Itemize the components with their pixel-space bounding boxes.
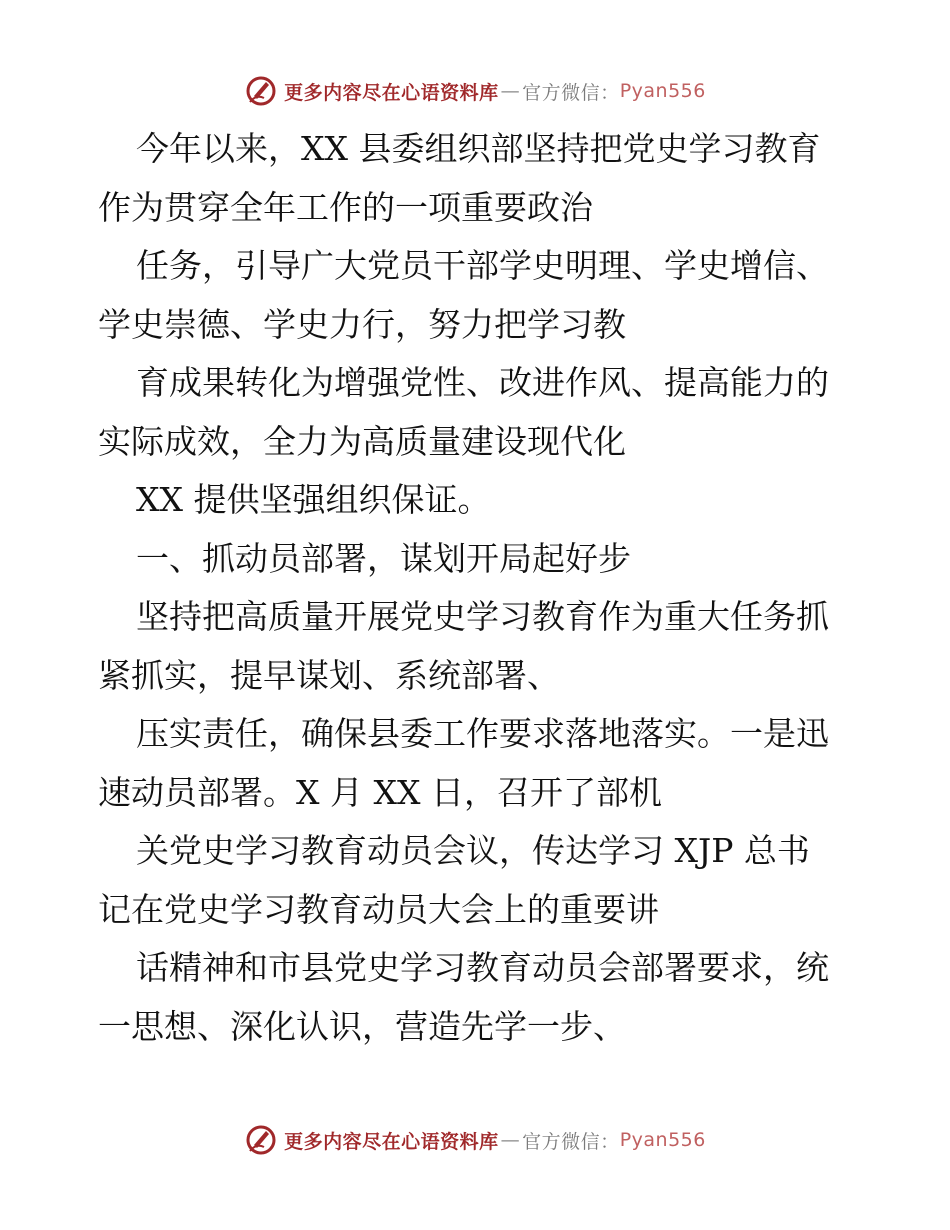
footer-brand-text: 更多内容尽在心语资料库 <box>284 1130 499 1153</box>
header-wechat-id: Pyan556 <box>619 80 706 102</box>
text-line: 一思想、深化认识，营造先学一步、 <box>98 1006 626 1046</box>
text-line: 紧抓实，提早谋划、系统部署、 <box>98 655 560 695</box>
footer-wechat-label: 官方微信： <box>522 1130 620 1153</box>
text-line: 育成果转化为增强党性、改进作风、提高能力的 <box>136 363 829 402</box>
text-line: 今年以来，XX 县委组织部坚持把党史学习教育 <box>136 129 821 168</box>
text-line: 坚持把高质量开展党史学习教育作为重大任务抓 <box>136 597 829 636</box>
text-line: 学史崇德、学史力行，努力把学习教 <box>98 304 626 344</box>
header-banner[interactable] <box>0 71 950 111</box>
footer-banner[interactable] <box>0 1120 950 1160</box>
brand-logo-icon <box>244 74 278 108</box>
text-line: 记在党史学习教育动员大会上的重要讲 <box>98 889 659 929</box>
footer-dash: — <box>500 1129 521 1151</box>
brand-logo-icon <box>244 1123 278 1157</box>
header-wechat-label: 官方微信： <box>522 81 620 104</box>
text-line: 任务，引导广大党员干部学史明理、学史增信、 <box>136 246 829 285</box>
header-brand-text: 更多内容尽在心语资料库 <box>284 81 499 104</box>
header-dash: — <box>500 80 521 102</box>
section-heading: 一、抓动员部署，谋划开局起好步 <box>136 538 631 578</box>
footer-wechat-id: Pyan556 <box>619 1129 706 1151</box>
text-line: 关党史学习教育动员会议，传达学习 XJP 总书 <box>136 831 810 870</box>
text-line: 话精神和市县党史学习教育动员会部署要求，统 <box>136 948 829 987</box>
text-line: XX 提供坚强组织保证。 <box>136 480 491 519</box>
text-line: 压实责任，确保县委工作要求落地落实。一是迅 <box>136 714 829 753</box>
text-line: 作为贯穿全年工作的一项重要政治 <box>98 187 593 227</box>
text-line: 实际成效，全力为高质量建设现代化 <box>98 421 626 461</box>
text-line: 速动员部署。X 月 XX 日，召开了部机 <box>98 772 662 812</box>
document-body <box>0 120 950 1056</box>
